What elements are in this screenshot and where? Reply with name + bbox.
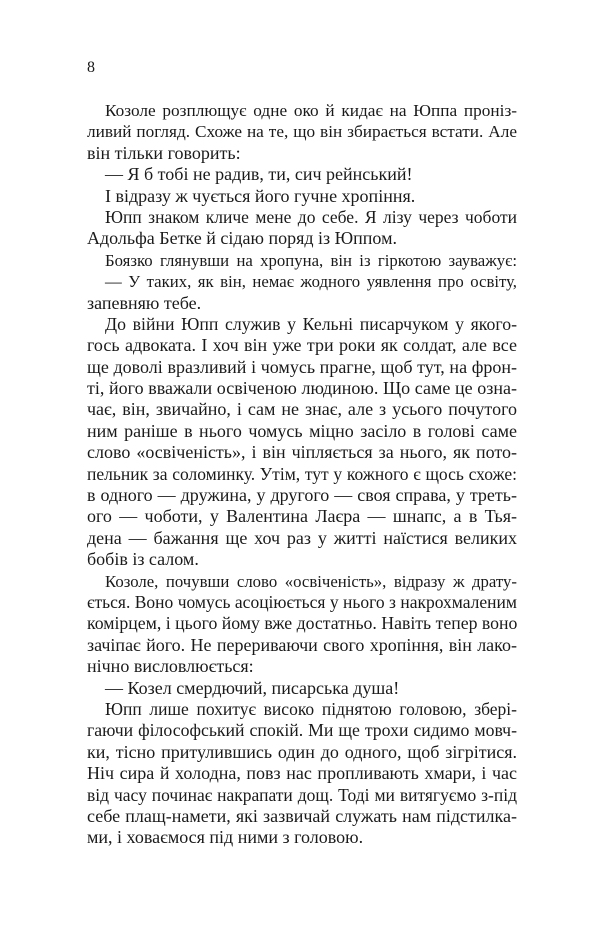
text-line: нічно висловлюється:: [87, 656, 254, 677]
text-line: ки, тісно притулившись один до одного, щоб зігрітися.: [87, 741, 517, 762]
text-line: Козоле розплющує одне око й кидає на Юппа проніз-: [105, 101, 517, 120]
text-line: пельник за соломинку. Утім, тут у кожного є щось схоже:: [87, 463, 517, 484]
text-line: запевняю тебе.: [87, 292, 202, 313]
text-line: Ніч сира й холодна, повз нас пропливають хмари, і час: [87, 763, 517, 784]
text-line: в одного — дружина, у другого — своя справа, у треть-: [87, 485, 517, 506]
text-line: комірцем, і цього йому вже достатньо. Навіть тепер воно: [87, 613, 518, 634]
text-line: Боязко глянувши на хропуна, він із гіркотою зауважує:: [105, 250, 517, 270]
text-line: ми, і ховаємося під ними з головою.: [87, 827, 364, 848]
text-line: зачіпає його. Не перериваючи свого хропіння, він лако-: [87, 634, 517, 655]
text-line: — Козел смердючий, писарська душа!: [105, 677, 400, 698]
text-line: — Я б тобі не радив, ти, сич рейнський!: [105, 164, 413, 185]
text-line: Юпп знаком кличе мене до себе. Я лізу через чоботи: [105, 206, 517, 227]
text-line: ливий погляд. Схоже на те, що він збирається встати. Але: [87, 122, 517, 142]
text-line: ті, його вважали освіченою людиною. Що саме це озна-: [87, 378, 517, 399]
text-line: слово «освіченість», і він чіпляється за нього, як пото-: [87, 442, 517, 463]
page-number: 8: [87, 59, 95, 76]
text-line: гаючи філософський спокій. Ми ще трохи сидимо мовч-: [87, 720, 517, 741]
text-line: Адольфа Бетке й сідаю поряд із Юппом.: [87, 228, 397, 249]
text-line: Юпп лише похитує високо піднятою головою, збері-: [105, 698, 517, 719]
text-line: чає, він, звичайно, і сам не знає, але з усього почутого: [87, 399, 517, 420]
body-text: [87, 100, 517, 849]
text-line: — У таких, як він, немає жодного уявлення про освіту,: [105, 272, 517, 292]
text-line: ще доволі вразливий і чомусь прагне, щоб тут, на фрон-: [87, 356, 517, 377]
text-line: ого — чоботи, у Валентина Лаєра — шнапс, а в Тья-: [87, 506, 517, 527]
text-line: бобів із салом.: [87, 549, 199, 570]
text-line: І відразу ж чується його гучне хропіння.: [105, 185, 416, 206]
text-line: ється. Воно чомусь асоціюється у нього з накрохмаленим: [87, 591, 517, 612]
text-line: Козоле, почувши слово «освіченість», відразу ж драту-: [105, 571, 517, 591]
text-line: гось адвоката. І хоч він уже три роки як солдат, але все: [87, 335, 517, 356]
text-line: дена — бажання ще хоч раз у житті наїстися великих: [87, 527, 517, 548]
text-line: себе плащ-намети, які зазвичай служать нам підстилка-: [87, 805, 517, 826]
text-line: від часу починає накрапати дощ. Тоді ми витягуємо з-під: [87, 784, 517, 805]
text-line: ним раніше в нього чомусь міцно засіло в голові саме: [87, 420, 517, 441]
text-line: він тільки говорить:: [87, 142, 241, 163]
text-line: До війни Юпп служив у Кельні писарчуком у якого-: [105, 313, 517, 334]
